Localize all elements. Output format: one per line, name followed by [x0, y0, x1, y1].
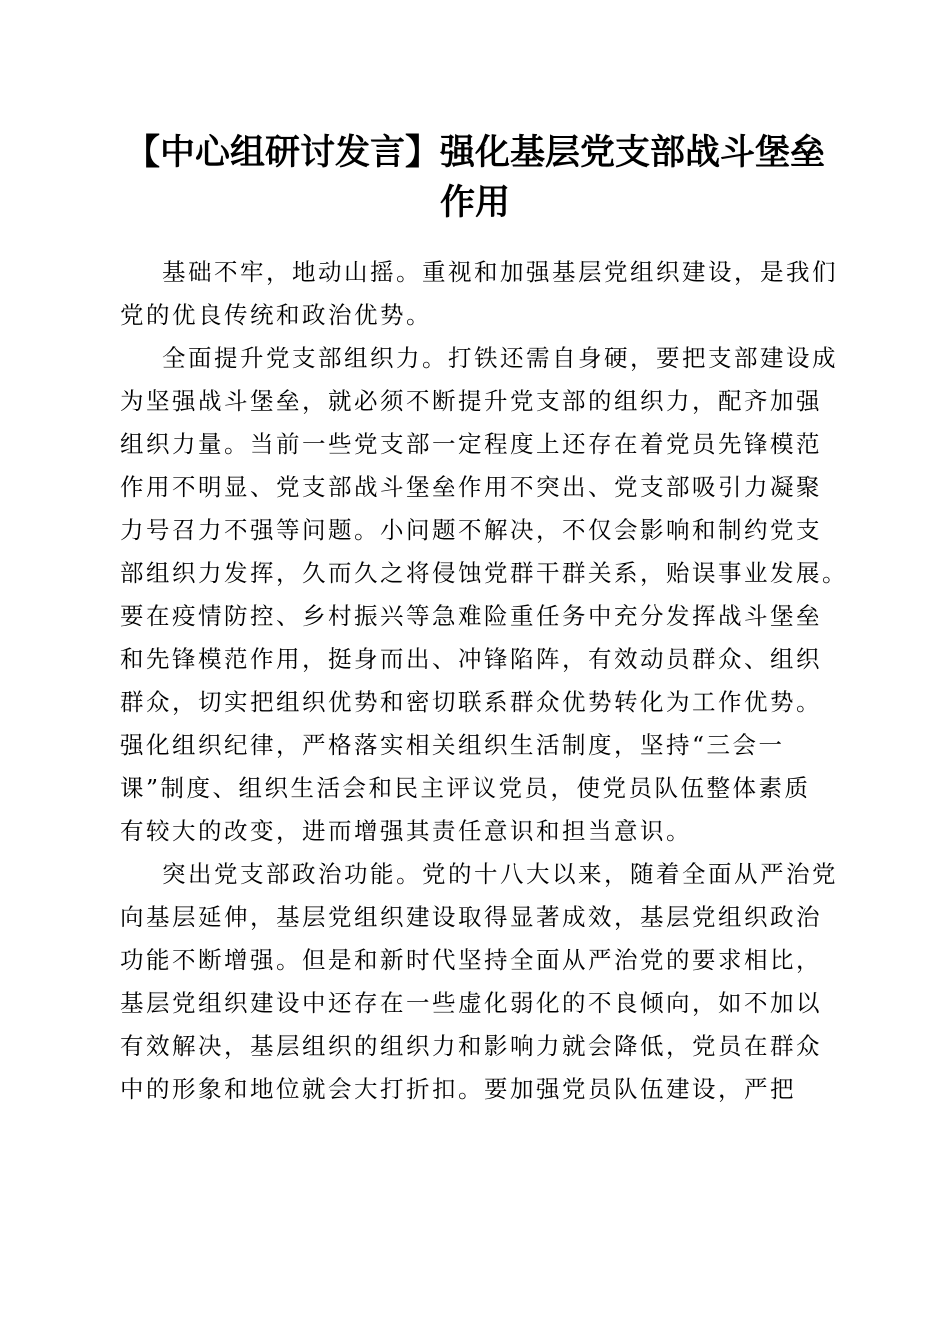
title-line: 作用: [439, 182, 510, 223]
text-line: 部组织力发挥，久而久之将侵蚀党群干群关系，贻误事业发展。: [120, 559, 848, 587]
paragraph-first-line: 基础不牢，地动山摇。重视和加强基层党组织建设，是我们: [162, 258, 838, 286]
text-line: 和先锋模范作用，挺身而出、冲锋陷阵，有效动员群众、组织: [120, 645, 822, 673]
text-line: 基层党组织建设中还存在一些虚化弱化的不良倾向，如不加以: [120, 989, 822, 1017]
text-line: 功能不断增强。但是和新时代坚持全面从严治党的要求相比，: [120, 946, 822, 974]
text-line: 有较大的改变，进而增强其责任意识和担当意识。: [120, 817, 692, 845]
document-title: [100, 128, 850, 228]
text-line: 党的优良传统和政治优势。: [120, 301, 432, 329]
text-line: 组织力量。当前一些党支部一定程度上还存在着党员先锋模范: [120, 430, 822, 458]
text-line: 力号召力不强等问题。小问题不解决，不仅会影响和制约党支: [120, 516, 822, 544]
text-line: 中的形象和地位就会大打折扣。要加强党员队伍建设，严把: [120, 1075, 796, 1103]
text-line: 为坚强战斗堡垒，就必须不断提升党支部的组织力，配齐加强: [120, 387, 822, 415]
text-line: 群众，切实把组织优势和密切联系群众优势转化为工作优势。: [120, 688, 822, 716]
text-line: 作用不明显、党支部战斗堡垒作用不突出、党支部吸引力凝聚: [120, 473, 822, 501]
text-line: 强化组织纪律，严格落实相关组织生活制度，坚持“三会一: [120, 731, 785, 759]
title-line: 【中心组研讨发言】强化基层党支部战斗堡垒: [124, 132, 825, 173]
text-line: 向基层延伸，基层党组织建设取得显著成效，基层党组织政治: [120, 903, 822, 931]
document-body: [120, 251, 848, 1111]
text-line: 有效解决，基层组织的组织力和影响力就会降低，党员在群众: [120, 1032, 822, 1060]
paragraph-first-line: 全面提升党支部组织力。打铁还需自身硬，要把支部建设成: [162, 344, 838, 372]
paragraph-first-line: 突出党支部政治功能。党的十八大以来，随着全面从严治党: [162, 860, 838, 888]
text-line: 课”制度、组织生活会和民主评议党员，使党员队伍整体素质: [120, 774, 811, 802]
text-line: 要在疫情防控、乡村振兴等急难险重任务中充分发挥战斗堡垒: [120, 602, 822, 630]
